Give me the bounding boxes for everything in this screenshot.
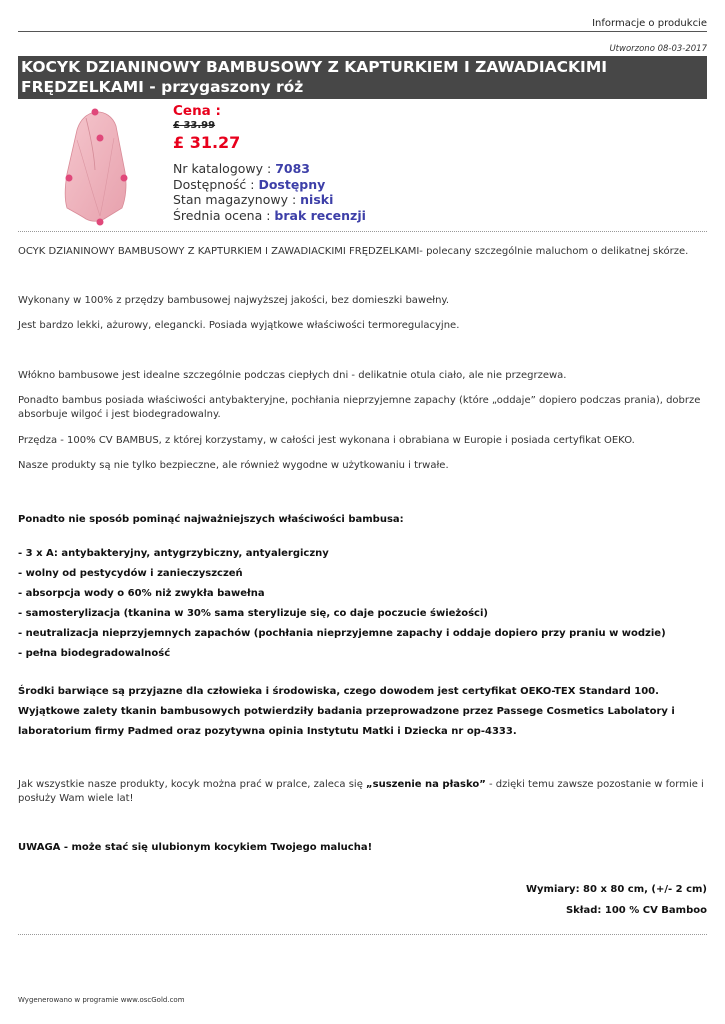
description-paragraph: Nasze produkty są nie tylko bezpieczne, ale również wygodne w użytkowaniu i trwałe. (18, 460, 449, 471)
footer-note: Wygenerowano w programie www.oscGold.com (18, 996, 185, 1004)
description-paragraph: Jest bardzo lekki, ażurowy, elegancki. Posiada wyjątkowe właściwości termoregulacyjne. (18, 320, 460, 331)
care-emphasis: „suszenie na płasko” (366, 779, 486, 790)
stock-level: niski (300, 192, 334, 207)
description-paragraph: Przędza - 100% CV BAMBUS, z której korzystamy, w całości jest wykonana i obrabiana w Europie i posiada certyfikat OEKO. (18, 435, 635, 446)
product-info (173, 103, 366, 223)
care-text: Jak wszystkie nasze produkty, kocyk można prać w pralce, zaleca się (18, 779, 367, 790)
availability: Dostępny (258, 176, 326, 192)
care-text: - dzięki temu zawsze pozostanie w formie i posłuży Wam wiele lat! (18, 779, 704, 804)
availability-row (173, 177, 366, 193)
stock-row (173, 192, 366, 208)
features-heading: Ponadto nie sposób pominąć najważniejszych właściwości bambusa: (18, 514, 404, 525)
feature-item: - wolny od pestycydów i zanieczyszczeń (18, 568, 243, 579)
info-label: Nr katalogowy : (173, 161, 276, 176)
feature-item: - neutralizacja nieprzyjemnych zapachów (pochłania nieprzyjemne zapachy i oddaje dopiero przy praniu w wodzie) (18, 628, 666, 639)
description-paragraph: Ponadto bambus posiada właściwości antybakteryjne, pochłania nieprzyjemne zapachy (które „oddaje” dopiero podczas prania), dobrze absorbuje wilgoć i jest biodegradowalny. (18, 395, 701, 420)
description-intro: OCYK DZIANINOWY BAMBUSOWY Z KAPTURKIEM I ZAWADIACKIMI FRĘDZELKAMI- polecany szczególnie maluchom o delikatnej skórze. (18, 246, 689, 257)
description-paragraph: Włókno bambusowe jest idealne szczególnie podczas ciepłych dni - delikatnie otula ciało, ale nie przegrzewa. (18, 370, 567, 381)
dimensions: Wymiary: 80 x 80 cm, (+/- 2 cm) (525, 884, 707, 895)
warning-text: UWAGA - może stać się ulubionym kocykiem Twojego malucha! (18, 842, 373, 853)
average-rating: brak recenzji (274, 207, 366, 223)
header-divider (18, 31, 707, 32)
divider (18, 934, 707, 935)
divider (18, 231, 707, 232)
catalog-number-row (173, 161, 366, 177)
info-label: Dostępność : (173, 176, 259, 192)
feature-item: - absorpcja wody o 60% niż zwykła bawełna (18, 588, 265, 599)
current-price: £ 31.27 (173, 133, 241, 152)
product-title: KOCYK DZIANINOWY BAMBUSOWY Z KAPTURKIEM I ZAWADIACKIMI FRĘDZELKAMI - przygaszony róż (18, 56, 707, 99)
info-label: Stan magazynowy : (173, 192, 301, 207)
care-paragraph (18, 778, 707, 806)
rating-row (173, 208, 366, 224)
header-label: Informacje o produkcie (592, 18, 707, 29)
certification-paragraph: Środki barwiące są przyjazne dla człowieka i środowiska, czego dowodem jest certyfikat OEKO-TEX Standard 100. Wyjątkowe zalety tkanin bambusowych potwierdziły badania przeprowadzone przez Passege Cosmetics Labolatory i laboratorium firmy Padmed oraz pozytywna opinia Instytutu Matki i Dziecka nr op-4333. (18, 686, 675, 737)
composition: Skład: 100 % CV Bamboo (565, 905, 707, 916)
price-label: Cena : (173, 103, 221, 119)
created-date: Utworzono 08-03-2017 (609, 44, 707, 54)
description-paragraph: Wykonany w 100% z przędzy bambusowej najwyższej jakości, bez domieszki bawełny. (18, 295, 450, 306)
info-label: Średnia ocena : (173, 207, 275, 223)
product-image (40, 108, 160, 228)
feature-item: - samosterylizacja (tkanina w 30% sama sterylizuje się, co daje poczucie świeżości) (18, 608, 488, 619)
feature-item: - pełna biodegradowalność (18, 648, 171, 659)
old-price: £ 33.99 (173, 120, 216, 131)
catalog-number: 7083 (275, 161, 310, 176)
feature-item: - 3 x A: antybakteryjny, antygrzybiczny, antyalergiczny (18, 548, 329, 559)
